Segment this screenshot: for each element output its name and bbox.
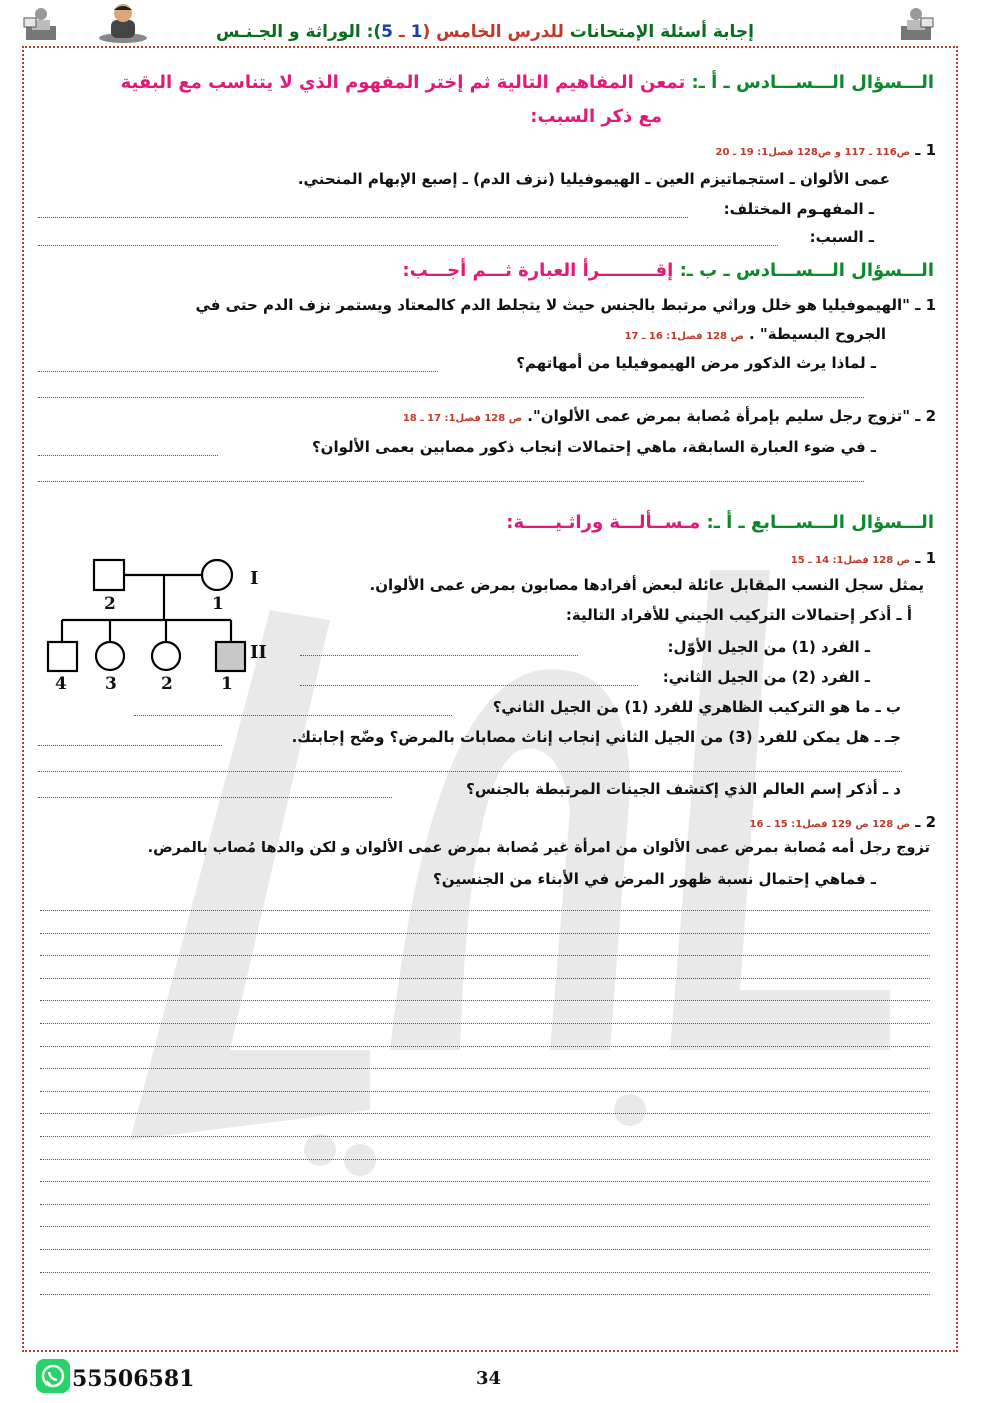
q7a-title-text: مـســألـــة وراثـيـــــة: — [506, 512, 701, 533]
q7a-part-b-answer-line[interactable] — [134, 715, 452, 716]
q7a-part-d-answer-line[interactable] — [38, 797, 392, 798]
pedigree-gen1-label: I — [250, 568, 259, 589]
q6b-item2-text: "تزوج رجل سليم بإمرأة مُصابة بمرض عمى الألوان". — [527, 407, 911, 425]
pedigree-gen2-number-1: 1 — [221, 674, 233, 694]
pedigree-gen2-number-3: 3 — [105, 674, 117, 694]
q7a-item2-number: 2 ـ — [915, 813, 936, 831]
q6a-title-text: تمعن المفاهيم التالية ثم إختر المفهوم الذي لا يتناسب مع البقية — [120, 72, 686, 93]
q6b-item2-number: 2 ـ — [915, 407, 936, 425]
answer-line[interactable] — [40, 933, 930, 934]
q7a-intro: يمثل سجل النسب المقابل عائلة لبعض أفرادها مصابون بمرض عمى الألوان. — [369, 576, 924, 594]
q7a-item1-header — [700, 548, 936, 567]
pedigree-gen2-female-2 — [152, 642, 180, 670]
pedigree-gen2-male-4 — [48, 642, 77, 671]
q6a-item-header — [600, 140, 936, 159]
answer-line[interactable] — [40, 1294, 930, 1295]
pedigree-gen1-female — [202, 560, 232, 590]
q7a-item1-number: 1 ـ — [915, 549, 936, 567]
pedigree-gen2-number-4: 4 — [55, 674, 67, 694]
header-title-part3: ): الوراثة و الجـنـس — [216, 22, 382, 42]
q7a-title-label: الـــسؤال الـــســـابع ـ أ ـ: — [700, 512, 934, 533]
q7a-part-a-label: أ ـ أذكر إحتمالات التركيب الجيني للأفراد التالية: — [565, 606, 912, 624]
header-dash: ـ — [392, 22, 411, 42]
q6a-item-ref: ص116 ـ 117 و ص128 فصل1: 19 ـ 20 — [715, 147, 911, 158]
answer-line[interactable] — [40, 1113, 930, 1114]
q7a-part-a2: ـ الفرد (2) من الجيل الثاني: — [662, 668, 870, 686]
answer-line[interactable] — [40, 1091, 930, 1092]
q6b-title — [240, 260, 934, 281]
header-title-part2: للدرس الخامس ( — [422, 22, 564, 42]
pedigree-gen1-male — [94, 560, 124, 590]
q6b-item2-question: ـ في ضوء العبارة السابقة، ماهي إحتمالات إنجاب ذكور مصابين بعمى الألوان؟ — [311, 438, 876, 456]
q6a-item-number: 1 ـ — [915, 141, 936, 159]
q6b-item2 — [320, 406, 936, 425]
q6b-item1-answer-line2[interactable] — [38, 397, 864, 398]
q6b-item2-ref: ص 128 فصل1: 17 ـ 18 — [402, 413, 523, 424]
answer-line[interactable] — [40, 1046, 930, 1047]
q7a-part-c-answer-line2[interactable] — [38, 771, 902, 772]
answer-line[interactable] — [40, 1023, 930, 1024]
pedigree-gen2-number-2: 2 — [161, 674, 173, 694]
reading-person-icon — [895, 4, 937, 44]
whatsapp-icon — [35, 1358, 71, 1394]
q6b-item1-text2: الجروح البسيطة" . — [749, 325, 886, 343]
q6b-item2-answer-line2[interactable] — [38, 481, 864, 482]
answer-line[interactable] — [40, 910, 930, 911]
q6a-reason-answer-line[interactable] — [38, 245, 778, 246]
q6b-item1-question: ـ لماذا يرث الذكور مرض الهيموفيليا من أمهاتهم؟ — [516, 354, 876, 372]
q6b-item1-line2 — [400, 324, 886, 343]
q6a-title-line2: مع ذكر السبب: — [530, 106, 662, 127]
header-lesson-end: 5 — [381, 22, 393, 42]
pedigree-gen2-label: II — [250, 642, 267, 663]
page-number: 34 — [476, 1368, 502, 1389]
q6a-title-label: الـــسؤال الـــســـادس ـ أ ـ: — [685, 72, 934, 93]
phone-number: 55506581 — [72, 1366, 195, 1392]
q6b-item1-ref: ص 128 فصل1: 16 ـ 17 — [624, 331, 744, 342]
q6b-title-label: الـــسؤال الـــســـادس ـ ب ـ: — [673, 260, 934, 281]
pedigree-gen2-male-1-affected — [216, 642, 245, 671]
q7a-part-c-answer-line1[interactable] — [38, 745, 222, 746]
q6b-title-text: إقـــــــــرأ العبارة ثـــم أجـــب: — [402, 260, 674, 281]
pedigree-gen2-female-3 — [96, 642, 124, 670]
answer-line[interactable] — [40, 978, 930, 979]
q7a-part-b: ب ـ ما هو التركيب الظاهري للفرد (1) من الجيل الثاني؟ — [492, 698, 901, 716]
answer-line[interactable] — [40, 1136, 930, 1137]
pedigree-gen1-number-2: 2 — [104, 594, 116, 614]
q6a-reason-label: ـ السبب: — [809, 228, 874, 246]
q7a-part-d: د ـ أذكر إسم العالم الذي إكتشف الجينات المرتبطة بالجنس؟ — [466, 780, 901, 798]
answer-line[interactable] — [40, 1159, 930, 1160]
answer-line[interactable] — [40, 1068, 930, 1069]
thinking-boy-icon — [95, 2, 150, 44]
q6b-item2-answer-line1[interactable] — [38, 455, 218, 456]
q7a-item1-ref: ص 128 فصل1: 14 ـ 15 — [790, 555, 911, 566]
answer-line[interactable] — [40, 1181, 930, 1182]
q7a-part-a2-answer-line[interactable] — [300, 685, 638, 686]
answer-line[interactable] — [40, 955, 930, 956]
reading-person-icon — [20, 4, 62, 44]
q6b-item1-answer-line1[interactable] — [38, 371, 438, 372]
header-lesson-start: 1 — [410, 22, 423, 42]
q7a-part-c: جـ ـ هل يمكن للفرد (3) من الجيل الثاني إنجاب إناث مصابات بالمرض؟ وضّح إجابتك. — [291, 728, 901, 746]
q6b-item1 — [30, 296, 936, 314]
q6b-item1-text: "الهيموفيليا هو خلل وراثي مرتبط بالجنس حيث لا يتجلط الدم كالمعتاد ويستمر نزف الدم حتى في — [195, 296, 910, 314]
q6a-title — [30, 72, 934, 93]
answer-line[interactable] — [40, 1272, 930, 1273]
q6a-different-answer-line[interactable] — [38, 217, 688, 218]
q7a-part-a1-answer-line[interactable] — [300, 655, 578, 656]
q6a-concepts: عمى الألوان ـ استجماتيزم العين ـ الهيموفيليا (نزف الدم) ـ إصبع الإبهام المنحني. — [297, 170, 890, 188]
answer-line[interactable] — [40, 1000, 930, 1001]
answer-line[interactable] — [40, 1204, 930, 1205]
answer-line[interactable] — [40, 1249, 930, 1250]
q7a-part-a1: ـ الفرد (1) من الجيل الأوّل: — [667, 638, 870, 656]
q6a-different-label: ـ المفهـوم المختلف: — [723, 200, 874, 218]
q6b-item1-number: 1 ـ — [915, 296, 936, 314]
page-header — [165, 22, 805, 42]
q7a-item2-text: تزوج رجل أمه مُصابة بمرض عمى الألوان من امرأة غير مُصابة بمرض عمى الألوان و لكن والدها مُصاب بالمرض. — [147, 840, 930, 856]
q7a-item2-header — [660, 812, 936, 831]
q7a-item2-ref: ص 128 ص 129 فصل1: 15 ـ 16 — [749, 819, 911, 830]
q7a-title — [440, 512, 934, 533]
answer-line[interactable] — [40, 1226, 930, 1227]
header-title-part1: إجابة أسئلة الإمتحانات — [563, 22, 754, 42]
pedigree-gen1-number-1: 1 — [212, 594, 224, 614]
q7a-item2-question: ـ فماهي إحتمال نسبة ظهور المرض في الأبناء من الجنسين؟ — [433, 870, 876, 888]
